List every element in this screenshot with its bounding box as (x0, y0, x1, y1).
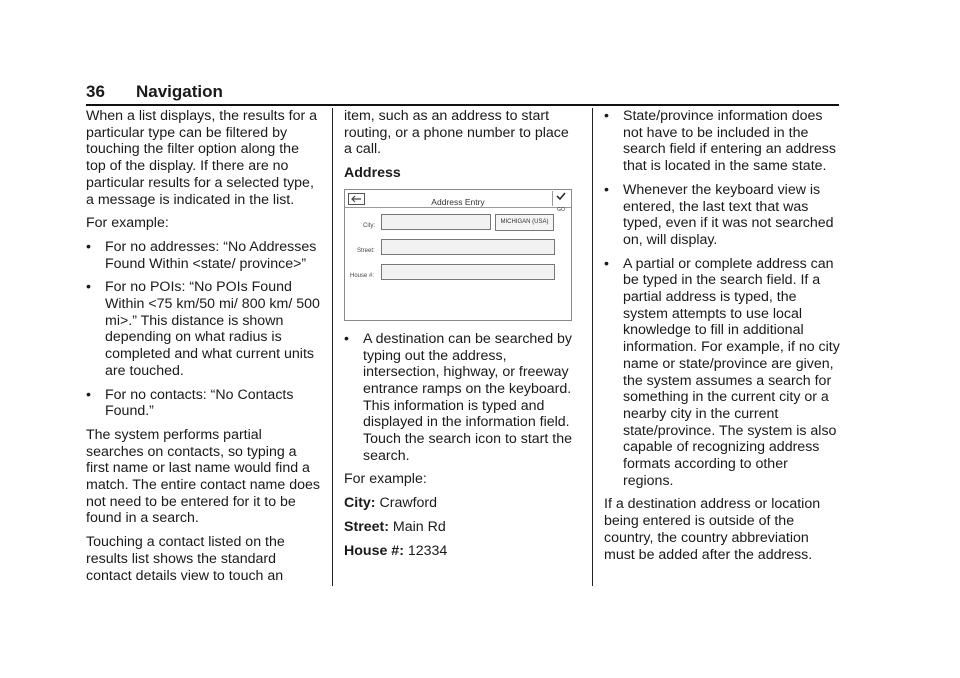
list-item: • A partial or complete address can be typed in the search field. If a partial address is typed, the system attempts to use local knowledge to fill in additional information. For example, if no city name or state/province are given, the system assumes a search for something in the current city or a nearby city in the current state/province. The system is also capable of recognizing address formats according to other regions. (604, 255, 840, 489)
city-field-label: City: (363, 222, 375, 229)
street-field-label: Street: (357, 247, 375, 254)
column-divider-1 (332, 108, 333, 586)
house-field-label: House #: (350, 272, 375, 279)
list-item: • A destination can be searched by typing out the address, intersection, highway, or freeway entrance ramps on the keyboard. This information is typed and displayed in the information field. Touch the search icon to start the search. (344, 330, 573, 464)
partial-search-paragraph: The system performs partial searches on contacts, so typing a first name or last name would find a match. The entire contact name does not need to be entered for it to be found in a search. (86, 426, 320, 527)
example-city: City: Crawford (344, 495, 438, 512)
example-street: Street: Main Rd (344, 518, 446, 535)
column-2 (344, 108, 580, 566)
column-1 (86, 108, 322, 591)
state-button[interactable]: MICHIGAN (USA) (495, 214, 554, 231)
for-example-label: For example: (344, 471, 427, 488)
screen-title: Address Entry (431, 196, 485, 207)
address-heading: Address (344, 165, 401, 182)
list-item: • Whenever the keyboard view is entered, the last text that was typed, even if it was not searched on, will display. (604, 181, 834, 248)
bullet-icon: • (86, 279, 91, 296)
address-entry-screenshot (344, 189, 572, 321)
bullet-icon: • (604, 181, 609, 198)
checkmark-icon (556, 192, 566, 200)
page-header (86, 82, 840, 106)
continued-paragraph: item, such as an address to start routing, or a phone number to place a call. (344, 108, 569, 158)
list-item: • For no POIs: “No POIs Found Within <75 km/50 mi/ 800 km/ 500 mi>.” This distance is shown depending on what radius is completed and what current units are touched. (86, 279, 320, 379)
column-3 (604, 108, 842, 570)
country-abbreviation-paragraph: If a destination address or location being entered is outside of the country, the country abbreviation must be added after the address. (604, 496, 821, 563)
list-item: • State/province information does not have to be included in the search field if entering an address that is located in the same state. (604, 108, 836, 175)
street-input[interactable] (381, 239, 555, 255)
go-label: GO (557, 206, 565, 213)
page-number: 36 (86, 82, 105, 101)
house-number-input[interactable] (381, 264, 555, 280)
go-button[interactable] (552, 191, 569, 213)
example-house: House #: 12334 (344, 542, 448, 559)
for-example-label: For example: (86, 215, 169, 232)
bullet-icon: • (86, 238, 91, 255)
intro-paragraph: When a list displays, the results for a particular type can be filtered by touching the filter option along the top of the display. If there are no particular results for a selected type, a message is indicated in the list. (86, 108, 318, 208)
bullet-icon: • (86, 386, 91, 403)
screen-title-bar (345, 190, 571, 213)
bullet-icon: • (344, 330, 349, 347)
list-item: • For no addresses: “No Addresses Found Within <state/ province>” (86, 238, 317, 272)
city-input[interactable] (381, 214, 491, 230)
column-divider-2 (592, 108, 593, 586)
contact-details-paragraph: Touching a contact listed on the results list shows the standard contact details view to touch an (86, 534, 285, 584)
header-rule (86, 104, 839, 106)
bullet-icon: • (604, 255, 609, 272)
bullet-icon: • (604, 108, 609, 124)
list-item: • For no contacts: “No Contacts Found.” (86, 386, 294, 420)
section-title: Navigation (136, 82, 223, 101)
